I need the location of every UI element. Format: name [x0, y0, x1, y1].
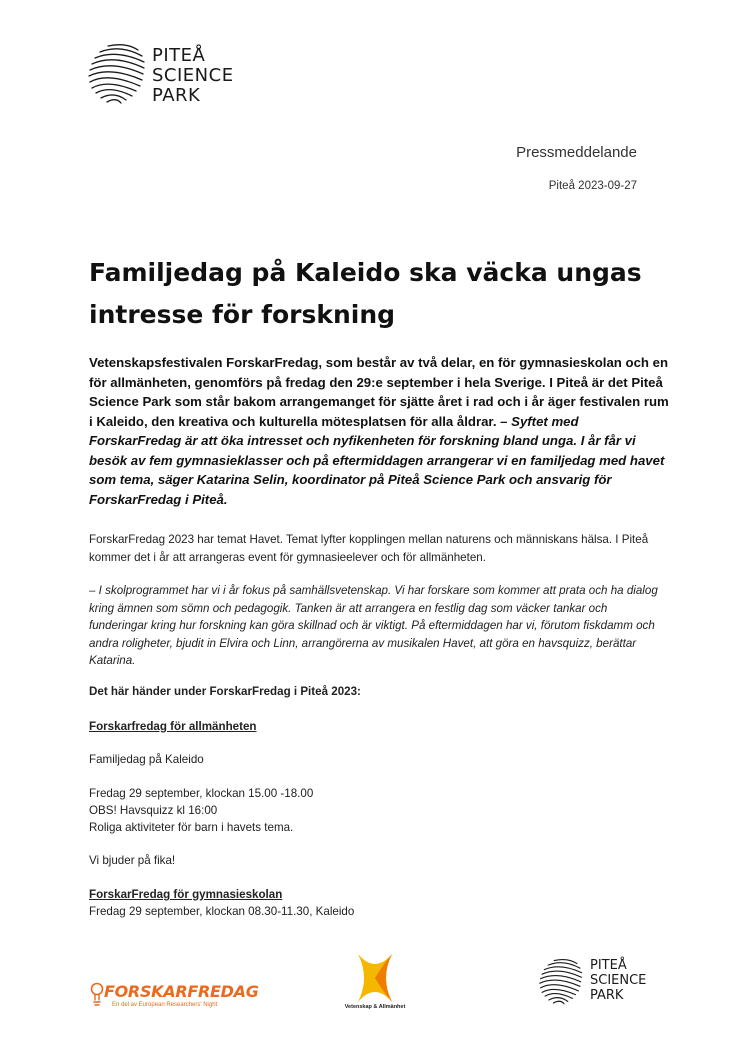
forskarfredag-name: FORSKARFREDAG — [104, 982, 259, 1001]
public-heading: Forskarfredag för allmänheten — [89, 720, 257, 733]
program-heading: Det här händer under ForskarFredag i Piteå 2023: — [89, 685, 361, 698]
school-heading: ForskarFredag för gymnasieskolan — [89, 888, 283, 901]
headline-line-2: intresse för forskning — [89, 300, 396, 329]
fingerprint-wave-icon — [537, 956, 585, 1006]
va-cross-icon — [330, 952, 420, 1004]
lead-text: Vetenskapsfestivalen ForskarFredag, som består av två delar, en för gymnasieskolan och en för allmänheten, genomförs på fredag den 29:e september i hela Sverige. I Piteå är det Piteå Science Park som står bakom arrangemanget för sjätte året i rad och i år äger festivalen rum i Kaleido, den kreativa och kulturella mötesplatsen för alla åldrar. — [89, 355, 669, 429]
footer-logos — [0, 950, 746, 1020]
forskarfredag-tagline: En del av European Researchers' Night — [112, 1002, 218, 1008]
fika-note: Vi bjuder på fika! — [89, 854, 176, 867]
headline-line-1: Familjedag på Kaleido ska väcka ungas — [89, 258, 642, 287]
headline — [89, 252, 669, 336]
fingerprint-wave-icon — [86, 40, 148, 106]
document-type: Pressmeddelande — [516, 144, 637, 161]
logo-line-3: PARK — [152, 85, 201, 106]
footer-logo-line-1: PITEÅ — [590, 958, 627, 973]
body-paragraph-2: – I skolprogrammet har vi i år fokus på samhällsvetenskap. Vi har forskare som kommer att prata och ha dialog kring ämnen som sömn och pedagogik. Tanken är att arrangera en festlig dag som väcker tankar och funderingar kring hur forskning kan göra skillnad och är viktigt. På eftermiddagen har vi, förutom fiskdamm och andra roligheter, bjudit in Elvira och Linn, arrangörerna av musikalen Havet, att göra en havsquizz, berättar Katarina. — [89, 584, 658, 667]
piteå-science-park-logo — [86, 40, 236, 106]
lead-paragraph — [89, 353, 669, 509]
logo-line-1: PITEÅ — [152, 45, 206, 66]
footer-logo-line-3: PARK — [590, 988, 624, 1003]
piteå-science-park-footer-logo — [537, 956, 647, 1006]
vetenskap-allmanhet-logo — [330, 952, 420, 1016]
forskarfredag-logo — [90, 978, 259, 1014]
public-activities: Roliga aktiviteter för barn i havets tema. — [89, 821, 294, 834]
footer-logo-line-2: SCIENCE — [590, 973, 647, 988]
public-event: Familjedag på Kaleido — [89, 753, 204, 766]
logo-line-2: SCIENCE — [152, 65, 234, 86]
lightbulb-icon — [90, 980, 104, 1010]
public-time: Fredag 29 september, klockan 15.00 -18.00 — [89, 787, 314, 800]
body-paragraph-1: ForskarFredag 2023 har temat Havet. Temat lyfter kopplingen mellan naturens och människans hälsa. I Piteå kommer det i år att arrangeras event för gymnasieelever och för allmänheten. — [89, 533, 649, 564]
public-quiz: OBS! Havsquizz kl 16:00 — [89, 804, 218, 817]
va-name: Vetenskap & Allmänhet — [344, 1004, 406, 1010]
lead-quote: – Syftet med ForskarFredag är att öka intresset och nyfikenheten för forskning bland unga. I år får vi besök av fem gymnasieklasser och på eftermiddagen arrangerar vi en familjedag med havet som tema, säger Katarina Selin, koordinator på Piteå Science Park och ansvarig för ForskarFredag i Piteå. — [89, 413, 665, 507]
school-time: Fredag 29 september, klockan 08.30-11.30, Kaleido — [89, 905, 355, 918]
document-date: Piteå 2023-09-27 — [548, 180, 637, 192]
